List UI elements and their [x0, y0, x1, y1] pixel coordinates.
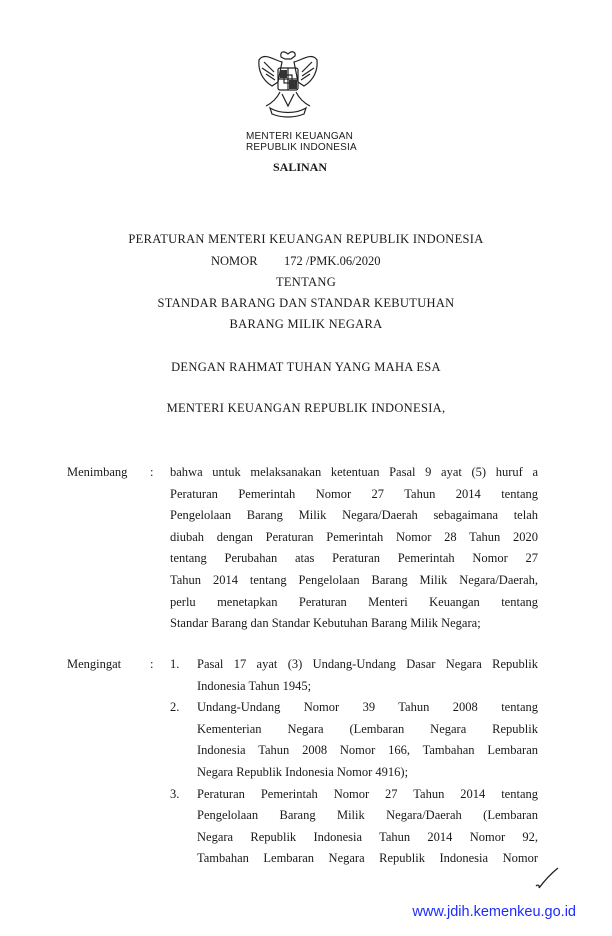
copy-label: SALINAN — [272, 160, 327, 174]
list-item — [170, 784, 538, 870]
list-item-line: Negara Republik Indonesia Nomor 4916); — [197, 764, 409, 779]
list-item-line: Negara Republik Indonesia Tahun 2014 Nomor 92, — [197, 829, 538, 844]
list-item-text — [197, 697, 538, 783]
menimbang-line: Pengelolaan Barang Milik Negara/Daerah sebagaimana telah — [170, 508, 538, 523]
list-item-line: Pengelolaan Barang Milik Negara/Daerah (Lembaran — [197, 808, 538, 823]
list-item-line: Peraturan Pemerintah Nomor 27 Tahun 2014 tentang — [197, 786, 538, 801]
list-item-text — [197, 654, 538, 697]
subject-line-1: STANDAR BARANG DAN STANDAR KEBUTUHAN — [157, 296, 455, 310]
list-item-text — [197, 784, 538, 870]
list-item-number: 2. — [170, 700, 180, 715]
issuer: MENTERI KEUANGAN REPUBLIK INDONESIA, — [166, 401, 446, 415]
initial-signature-icon — [534, 866, 560, 890]
menimbang-label: Menimbang — [67, 465, 128, 479]
list-item-line: Tambahan Lembaran Negara Republik Indonesia Nomor — [197, 851, 538, 866]
jdih-website-link[interactable]: www.jdih.kemenkeu.go.id — [412, 904, 576, 920]
list-item-line: Indonesia Tahun 2008 Nomor 166, Tambahan Lembaran — [197, 743, 538, 758]
list-item — [170, 697, 538, 783]
list-item-line: Kementerian Negara (Lembaran Negara Republik — [197, 721, 538, 736]
regulation-title: PERATURAN MENTERI KEUANGAN REPUBLIK INDONESIA — [128, 232, 484, 246]
mengingat-colon: : — [150, 657, 154, 671]
list-item-number: 1. — [170, 657, 180, 671]
menimbang-line: Standar Barang dan Standar Kebutuhan Barang Milik Negara; — [170, 616, 481, 631]
mengingat-label: Mengingat — [67, 657, 122, 671]
invocation: DENGAN RAHMAT TUHAN YANG MAHA ESA — [171, 360, 441, 374]
menimbang-body — [170, 462, 538, 635]
subject-line-2: BARANG MILIK NEGARA — [229, 317, 383, 331]
menimbang-line: bahwa untuk melaksanakan ketentuan Pasal 9 ayat (5) huruf a — [170, 465, 538, 479]
menimbang-line: diubah dengan Peraturan Pemerintah Nomor 28 Tahun 2020 — [170, 529, 538, 544]
ministry-country: REPUBLIK INDONESIA — [246, 142, 357, 153]
list-item-line: Pasal 17 ayat (3) Undang-Undang Dasar Negara Republik — [197, 657, 538, 671]
menimbang-line: tentang Perubahan atas Peraturan Pemerintah Nomor 27 — [170, 551, 538, 566]
menimbang-line: Peraturan Pemerintah Nomor 27 Tahun 2014 tentang — [170, 486, 538, 501]
menimbang-line: perlu menetapkan Peraturan Menteri Keuangan tentang — [170, 594, 538, 609]
list-item-number: 3. — [170, 786, 180, 801]
menimbang-colon: : — [150, 465, 154, 479]
list-item-line: Indonesia Tahun 1945; — [197, 678, 312, 693]
nomor-label: NOMOR — [211, 254, 258, 268]
list-item — [170, 654, 538, 697]
nomor-value: 172 /PMK.06/2020 — [284, 254, 381, 268]
garuda-emblem-icon — [256, 46, 320, 122]
mengingat-body — [170, 654, 538, 870]
menimbang-line: Tahun 2014 tentang Pengelolaan Barang Milik Negara/Daerah, — [170, 572, 538, 587]
ministry-name: MENTERI KEUANGAN — [246, 131, 354, 142]
list-item-line: Undang-Undang Nomor 39 Tahun 2008 tentang — [197, 700, 538, 715]
tentang-label: TENTANG — [275, 275, 337, 289]
